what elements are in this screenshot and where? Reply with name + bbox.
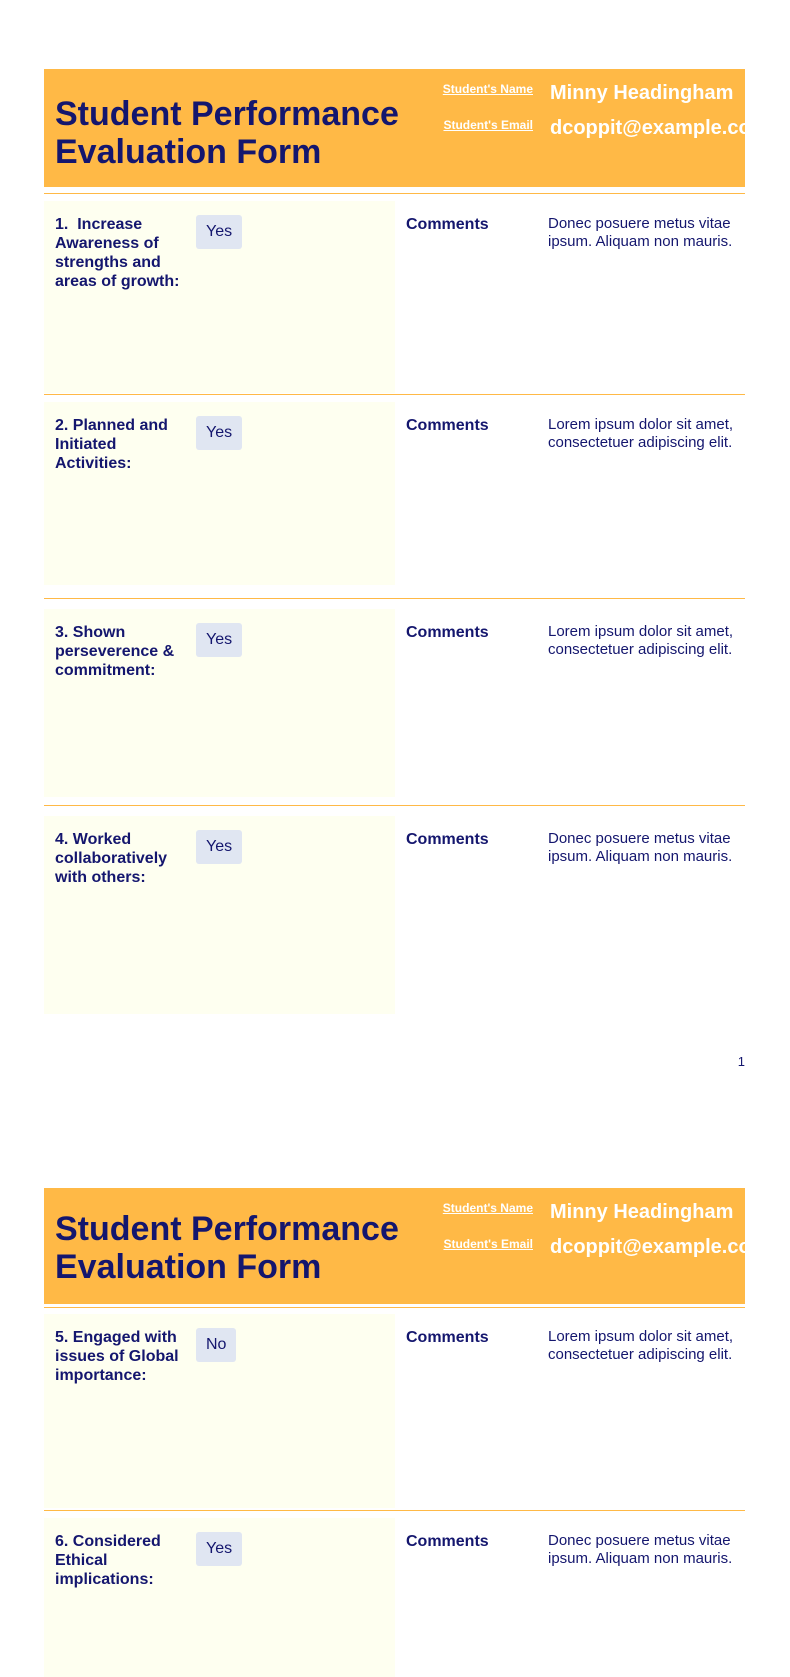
section-divider: [44, 598, 745, 599]
question-label: 2. Planned and Initiated Activities:: [55, 417, 173, 472]
question-section: [44, 201, 745, 393]
student-email-value: dcoppit@example.com: [550, 117, 769, 139]
comments-text: Donec posuere metus vitae ipsum. Aliquam non mauris.: [548, 1532, 733, 1567]
form-page-1: [44, 69, 769, 1079]
answer-value: Yes: [196, 830, 242, 864]
question-label: 6. Considered Ethical implications:: [55, 1533, 166, 1588]
question-section: [44, 402, 745, 594]
comments-text: Donec posuere metus vitae ipsum. Aliquam non mauris.: [548, 830, 733, 865]
comments-label: Comments: [406, 1329, 489, 1346]
comments-label: Comments: [406, 1533, 489, 1550]
form-page-2: [44, 1188, 769, 1677]
section-divider: [44, 394, 745, 395]
answer-value: Yes: [196, 215, 242, 249]
page-number: 1: [737, 1054, 745, 1069]
comments-text: Donec posuere metus vitae ipsum. Aliquam non mauris.: [548, 215, 733, 250]
answer-value: Yes: [196, 1532, 242, 1566]
form-header: [44, 1188, 769, 1304]
form-title: Student Performance Evaluation Form: [55, 95, 399, 171]
answer-value: Yes: [196, 623, 242, 657]
comments-text: Lorem ipsum dolor sit amet, consectetuer adipiscing elit.: [548, 1328, 734, 1363]
student-name-value: Minny Headingham: [550, 1201, 734, 1223]
question-section: [44, 1314, 745, 1508]
student-email-label: Student's Email: [443, 118, 533, 132]
student-name-label: Student's Name: [442, 82, 533, 96]
question-label: 4. Worked collaboratively with others:: [55, 831, 172, 886]
header-divider: [44, 1307, 745, 1308]
comments-label: Comments: [406, 417, 489, 434]
comments-label: Comments: [406, 831, 489, 848]
question-section: [44, 1518, 745, 1677]
header-divider: [44, 193, 745, 194]
form-header: [44, 69, 769, 187]
section-divider: [44, 805, 745, 806]
student-name-value: Minny Headingham: [550, 82, 734, 104]
question-label: 3. Shown perseverence & commitment:: [55, 624, 179, 679]
student-email-label: Student's Email: [443, 1237, 533, 1251]
answer-value: Yes: [196, 416, 242, 450]
comments-text: Lorem ipsum dolor sit amet, consectetuer adipiscing elit.: [548, 623, 734, 658]
question-label: 5. Engaged with issues of Global importance:: [55, 1329, 184, 1384]
form-title: Student Performance Evaluation Form: [55, 1210, 399, 1286]
question-label: 1. Increase Awareness of strengths and areas of growth:: [55, 216, 180, 290]
comments-label: Comments: [406, 624, 489, 641]
answer-value: No: [196, 1328, 236, 1362]
student-name-label: Student's Name: [442, 1201, 533, 1215]
comments-text: Lorem ipsum dolor sit amet, consectetuer adipiscing elit.: [548, 416, 734, 451]
comments-label: Comments: [406, 216, 489, 233]
section-divider: [44, 1510, 745, 1511]
question-section: [44, 609, 745, 801]
student-email-value: dcoppit@example.com: [550, 1236, 769, 1258]
question-section: [44, 816, 745, 1016]
